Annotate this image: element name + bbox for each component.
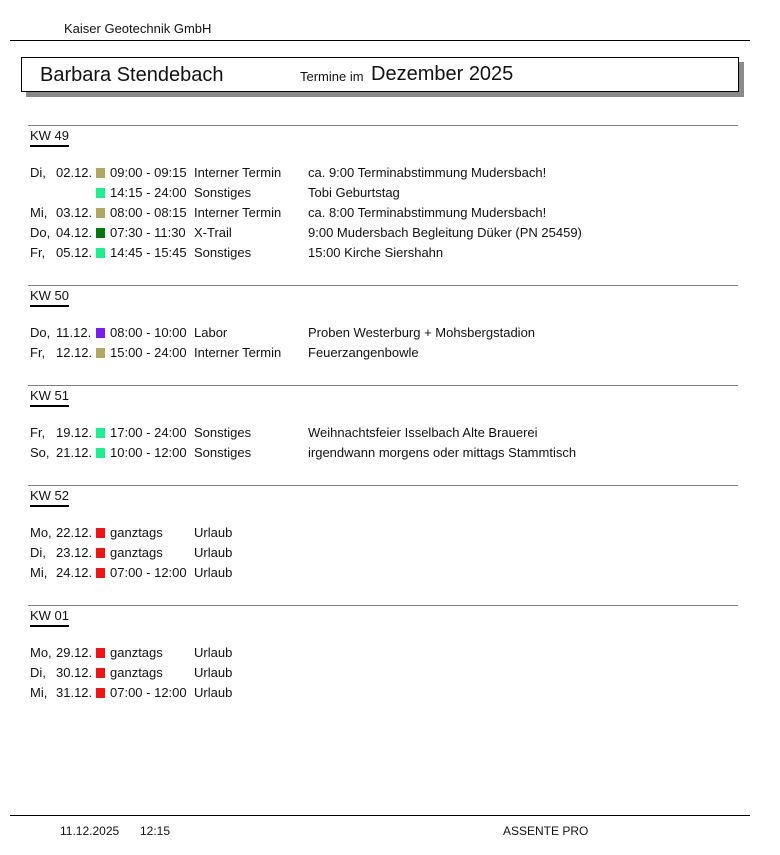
appointment-category: Interner Termin — [194, 205, 282, 220]
appointment-date: 12.12. — [56, 345, 93, 360]
appointment-date: 03.12. — [56, 205, 93, 220]
appointment-time-range: 10:00 - 12:00 — [110, 445, 187, 460]
category-color-square-icon — [96, 688, 105, 698]
category-color-square-icon — [96, 548, 105, 558]
category-color-square-icon — [96, 668, 105, 678]
appointment-date: 19.12. — [56, 425, 93, 440]
appointment-weekday: Di, — [30, 165, 46, 180]
week-label: KW 52 — [30, 488, 69, 507]
footer-divider — [10, 815, 750, 816]
week-divider — [28, 285, 738, 286]
appointment-date: 29.12. — [56, 645, 93, 660]
appointment-description: irgendwann morgens oder mittags Stammtisch — [308, 445, 577, 460]
appointment-time-range: 07:00 - 12:00 — [110, 685, 187, 700]
appointment-weekday: Fr, — [30, 345, 46, 360]
category-color-square-icon — [96, 428, 105, 438]
appointment-date: 24.12. — [56, 565, 93, 580]
appointment-date: 30.12. — [56, 665, 93, 680]
appointment-time-range: 08:00 - 10:00 — [110, 325, 187, 340]
appointment-category: Urlaub — [194, 645, 233, 660]
week-divider — [28, 605, 738, 606]
appointment-time-range: 14:45 - 15:45 — [110, 245, 187, 260]
appointment-time-range: ganztags — [110, 525, 163, 540]
appointment-weekday: Fr, — [30, 425, 46, 440]
category-color-square-icon — [96, 648, 105, 658]
appointment-description: Proben Westerburg + Mohsbergstadion — [308, 325, 536, 340]
category-color-square-icon — [96, 168, 105, 178]
appointment-date: 11.12. — [56, 325, 92, 340]
week-label: KW 51 — [30, 388, 69, 407]
appointment-description: ca. 8:00 Terminabstimmung Mudersbach! — [308, 205, 547, 220]
appointment-description: 9:00 Mudersbach Begleitung Düker (PN 25459) — [308, 225, 582, 240]
week-label: KW 50 — [30, 288, 69, 307]
category-color-square-icon — [96, 328, 105, 338]
appointment-category: Urlaub — [194, 665, 233, 680]
appointment-time-range: ganztags — [110, 645, 163, 660]
appointment-time-range: ganztags — [110, 545, 163, 560]
appointment-category: Interner Termin — [194, 165, 282, 180]
appointment-weekday: Di, — [30, 545, 46, 560]
category-color-square-icon — [96, 528, 105, 538]
week-label: KW 01 — [30, 608, 69, 627]
category-color-square-icon — [96, 208, 105, 218]
appointment-category: Sonstiges — [194, 245, 252, 260]
category-color-square-icon — [96, 188, 105, 198]
footer-date: 11.12.2025 — [60, 824, 120, 838]
appointment-weekday: Mi, — [30, 685, 48, 700]
appointment-description: Tobi Geburtstag — [308, 185, 400, 200]
appointment-time-range: 14:15 - 24:00 — [110, 185, 187, 200]
appointment-weekday: Mo, — [30, 645, 52, 660]
appointment-category: Sonstiges — [194, 425, 252, 440]
appointment-weekday: Do, — [30, 225, 51, 240]
appointment-time-range: 08:00 - 08:15 — [110, 205, 187, 220]
category-color-square-icon — [96, 568, 105, 578]
appointment-date: 02.12. — [56, 165, 93, 180]
appointment-category: Sonstiges — [194, 185, 252, 200]
week-label: KW 49 — [30, 128, 69, 147]
week-divider — [28, 125, 738, 126]
appointment-date: 21.12. — [56, 445, 93, 460]
termine-label: Termine im — [300, 69, 364, 84]
appointment-category: Urlaub — [194, 545, 233, 560]
person-name: Barbara Stendebach — [40, 64, 224, 86]
category-color-square-icon — [96, 348, 105, 358]
month-label: Dezember 2025 — [371, 63, 514, 85]
appointment-time-range: ganztags — [110, 665, 163, 680]
week-divider — [28, 485, 738, 486]
header-divider — [10, 40, 750, 41]
title-box — [21, 57, 739, 92]
appointment-weekday: Fr, — [30, 245, 46, 260]
appointment-date: 22.12. — [56, 525, 93, 540]
appointment-weekday: Di, — [30, 665, 46, 680]
appointment-weekday: Mi, — [30, 205, 48, 220]
appointment-description: Weihnachtsfeier Isselbach Alte Brauerei — [308, 425, 538, 440]
appointment-time-range: 09:00 - 09:15 — [110, 165, 187, 180]
appointment-date: 05.12. — [56, 245, 93, 260]
appointment-time-range: 07:00 - 12:00 — [110, 565, 187, 580]
appointment-description: ca. 9:00 Terminabstimmung Mudersbach! — [308, 165, 547, 180]
appointment-time-range: 15:00 - 24:00 — [110, 345, 187, 360]
appointment-weekday: Mo, — [30, 525, 52, 540]
category-color-square-icon — [96, 248, 105, 258]
footer-time: 12:15 — [140, 824, 171, 838]
appointment-date: 31.12. — [56, 685, 93, 700]
appointment-weekday: Mi, — [30, 565, 48, 580]
appointment-category: Urlaub — [194, 685, 233, 700]
appointment-category: Interner Termin — [194, 345, 282, 360]
company-name: Kaiser Geotechnik GmbH — [64, 21, 212, 36]
appointment-date: 23.12. — [56, 545, 93, 560]
appointment-category: Urlaub — [194, 565, 233, 580]
appointment-date: 04.12. — [56, 225, 93, 240]
appointment-description: Feuerzangenbowle — [308, 345, 419, 360]
appointment-weekday: Do, — [30, 325, 51, 340]
appointment-time-range: 07:30 - 11:30 — [110, 225, 186, 240]
footer-app-name: ASSENTE PRO — [503, 824, 589, 838]
appointment-time-range: 17:00 - 24:00 — [110, 425, 187, 440]
appointment-weekday: So, — [30, 445, 50, 460]
category-color-square-icon — [96, 448, 105, 458]
category-color-square-icon — [96, 228, 105, 238]
appointment-category: X-Trail — [194, 225, 232, 240]
appointment-category: Labor — [194, 325, 228, 340]
appointment-category: Sonstiges — [194, 445, 252, 460]
appointment-description: 15:00 Kirche Siershahn — [308, 245, 444, 260]
appointment-category: Urlaub — [194, 525, 233, 540]
week-divider — [28, 385, 738, 386]
